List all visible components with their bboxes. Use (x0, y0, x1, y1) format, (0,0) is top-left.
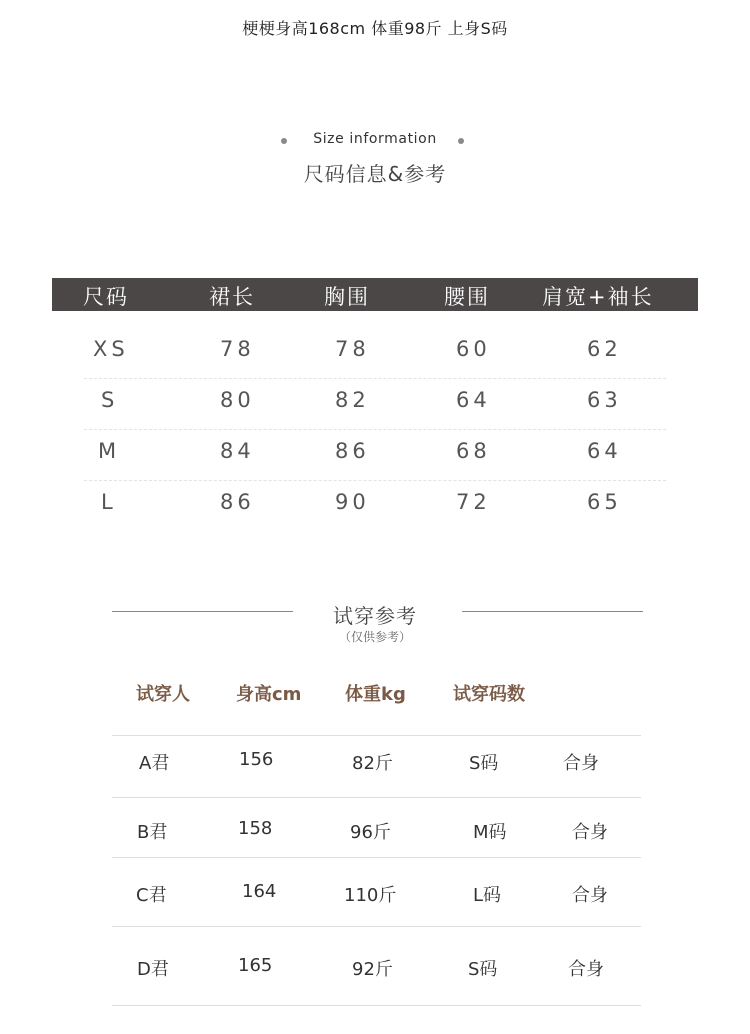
trial-cell: D君 (137, 959, 169, 980)
size-cell: 64 (587, 439, 622, 463)
trial-cell: C君 (136, 885, 167, 906)
trial-cell: 110斤 (344, 885, 397, 906)
trial-cell: B君 (137, 822, 168, 843)
size-cell: 60 (456, 337, 491, 361)
size-cell: M (98, 439, 121, 463)
size-cell: 68 (456, 439, 491, 463)
trial-table-row (112, 927, 641, 1006)
trial-cell: 合身 (572, 822, 608, 843)
trial-header-size: 试穿码数 (453, 684, 525, 705)
bullet-dot-right (458, 138, 464, 144)
trial-section-subtitle: （仅供参考） (338, 630, 411, 644)
size-cell: 64 (456, 388, 491, 412)
trial-cell: 合身 (563, 753, 599, 774)
size-cell: S (101, 388, 119, 412)
trial-cell: 82斤 (352, 753, 393, 774)
size-cell: L (101, 490, 117, 514)
trial-header-weight: 体重kg (345, 684, 406, 705)
size-cell: 82 (335, 388, 370, 412)
size-cell: 72 (456, 490, 491, 514)
size-table-row (84, 480, 666, 531)
size-cell: 84 (220, 439, 255, 463)
trial-cell: S码 (469, 753, 499, 774)
trial-cell: 92斤 (352, 959, 393, 980)
size-cell: 78 (220, 337, 255, 361)
trial-cell: 158 (238, 818, 273, 839)
size-header-waist: 腰围 (444, 285, 490, 309)
size-cell: 86 (220, 490, 255, 514)
size-cell: 90 (335, 490, 370, 514)
trial-cell: 156 (239, 749, 274, 770)
size-cell: 86 (335, 439, 370, 463)
trial-header-person: 试穿人 (136, 684, 190, 705)
trial-table-row (112, 858, 641, 927)
trial-cell: L码 (473, 885, 502, 906)
trial-cell: A君 (139, 753, 170, 774)
size-cell: 62 (587, 337, 622, 361)
trial-section-title: 试穿参考 (333, 604, 417, 628)
trial-cell: 165 (238, 955, 273, 976)
size-cell: 63 (587, 388, 622, 412)
trial-cell: 164 (242, 881, 277, 902)
size-cell: 78 (335, 337, 370, 361)
trial-table-row (112, 798, 641, 858)
trial-cell: 96斤 (350, 822, 391, 843)
trial-cell: S码 (468, 959, 498, 980)
trial-table-row (112, 736, 641, 798)
size-header-length: 裙长 (209, 285, 255, 309)
size-table-row (84, 378, 666, 430)
trial-cell: 合身 (568, 959, 604, 980)
size-cell: XS (93, 337, 129, 361)
size-table-header (52, 278, 698, 311)
size-cell: 65 (587, 490, 622, 514)
size-table-row (84, 327, 666, 379)
size-table-row (84, 429, 666, 481)
size-cell: 80 (220, 388, 255, 412)
trial-header-height: 身高cm (236, 684, 302, 705)
size-section-title-cn: 尺码信息&参考 (303, 162, 447, 186)
trial-cell: M码 (473, 822, 507, 843)
size-header-shoulder-sleeve: 肩宽+袖长 (542, 285, 654, 309)
model-info-note: 梗梗身高168cm 体重98斤 上身S码 (242, 19, 508, 38)
size-header-bust: 胸围 (324, 285, 370, 309)
size-section-title-en: Size information (313, 131, 437, 147)
size-header-size: 尺码 (83, 285, 129, 309)
trial-cell: 合身 (572, 885, 608, 906)
